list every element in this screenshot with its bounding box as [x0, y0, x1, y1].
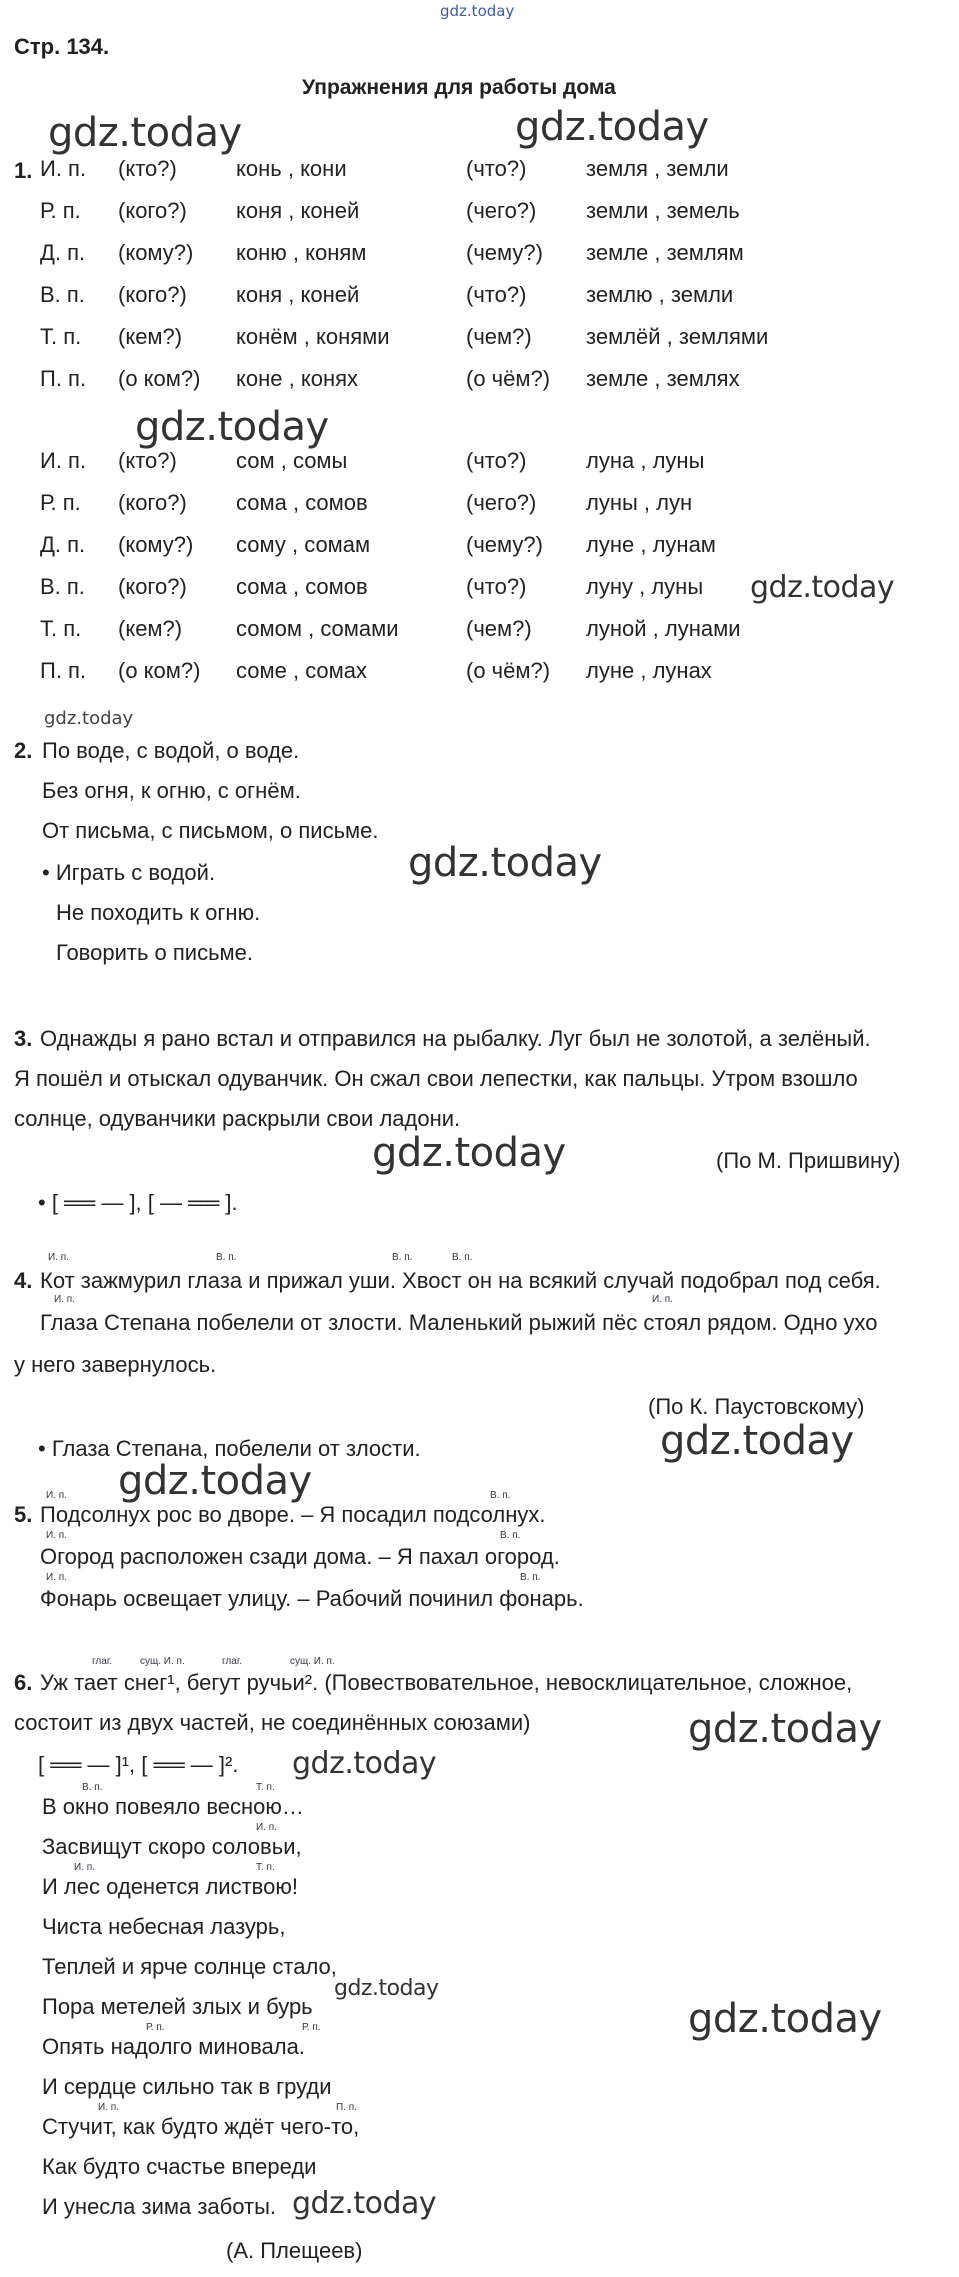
word-form: сом	[236, 448, 275, 473]
case-mark: И. п.	[48, 1252, 69, 1263]
case-mark: П. п.	[336, 2102, 357, 2113]
declension-cell: земли , земель	[586, 198, 740, 223]
word-form: коне	[236, 366, 283, 391]
declension-cell: Р. п.	[40, 198, 81, 223]
declension-cell: конём , конями	[236, 324, 390, 349]
watermark: gdz.today	[118, 1458, 312, 1504]
declension-cell: землю , земли	[586, 282, 734, 307]
declension-cell: сомом , сомами	[236, 616, 399, 641]
word-form: луны	[651, 574, 704, 599]
declension-row	[40, 608, 786, 650]
declension-cell: П. п.	[40, 658, 87, 683]
declension-cell: (кем?)	[118, 324, 183, 349]
case-mark: И. п.	[46, 1490, 67, 1501]
declension-cell: (чему?)	[466, 240, 543, 265]
case-mark: В. п.	[500, 1530, 521, 1541]
declension-cell: Р. п.	[40, 490, 81, 515]
watermark: gdz.today	[48, 110, 242, 156]
watermark: gdz.today	[688, 1706, 882, 1752]
pos-mark: глаг.	[222, 1656, 243, 1667]
declension-cell: землёй , землями	[586, 324, 769, 349]
declension-cell: В. п.	[40, 282, 85, 307]
declension-cell: В. п.	[40, 574, 85, 599]
declension-cell: луны , лун	[586, 490, 693, 515]
ex2-line: Говорить о письме.	[56, 940, 254, 965]
ex6-number: 6.	[14, 1670, 33, 1695]
ex5-line: Подсолнух рос во дворе. – Я посадил подсолнух.	[40, 1502, 546, 1527]
word-form: земли	[666, 156, 729, 181]
word-form: землям	[666, 240, 744, 265]
case-mark: В. п.	[490, 1490, 511, 1501]
declension-row	[40, 190, 786, 232]
word-form: сома	[236, 490, 287, 515]
ex6-line: Уж тает снег¹, бегут ручьи². (Повествовательное, невосклицательное, сложное,	[40, 1670, 853, 1695]
word-form: коней	[300, 282, 360, 307]
pos-mark: глаг.	[92, 1656, 113, 1667]
declension-cell: земля , земли	[586, 156, 729, 181]
ex3-line: солнце, одуванчики раскрыли свои ладони.	[14, 1106, 461, 1131]
declension-cell: сом , сомы	[236, 448, 348, 473]
poem-line: И унесла зима заботы.	[42, 2194, 277, 2219]
declension-row	[40, 148, 786, 190]
declension-cell: (чему?)	[466, 532, 543, 557]
ex4-line: у него завернулось.	[14, 1352, 217, 1377]
declension-cell: (кому?)	[118, 532, 194, 557]
ex1-table-a	[40, 148, 786, 400]
ex5-line: Фонарь освещает улицу. – Рабочий починил фонарь.	[40, 1586, 584, 1611]
word-form: луны	[652, 448, 705, 473]
word-form: земли	[586, 198, 649, 223]
word-form: луны	[586, 490, 638, 515]
watermark: gdz.today	[688, 1996, 882, 2042]
poem-line: В окно повеяло весною…	[42, 1794, 304, 1819]
declension-cell: Д. п.	[40, 532, 86, 557]
case-mark: В. п.	[392, 1252, 413, 1263]
watermark: gdz.today	[334, 1976, 439, 2001]
word-form: сомах	[305, 658, 368, 683]
watermark: gdz.today	[44, 708, 134, 729]
word-form: луной	[586, 616, 647, 641]
ex4-line: Кот зажмурил глаза и прижал уши. Хвост он на всякий случай подобрал под себя.	[40, 1268, 881, 1293]
case-mark: Р. п.	[302, 2022, 321, 2033]
word-form: сома	[236, 574, 287, 599]
declension-cell: (кого?)	[118, 282, 187, 307]
ex3-number: 3.	[14, 1026, 33, 1051]
word-form: землю	[586, 282, 653, 307]
ex6-line: состоит из двух частей, не соединённых союзами)	[14, 1710, 531, 1735]
word-form: лунами	[664, 616, 741, 641]
declension-cell: Т. п.	[40, 616, 82, 641]
ex4-source: (По К. Паустовскому)	[648, 1394, 865, 1419]
declension-cell: луной , лунами	[586, 616, 741, 641]
declension-row	[40, 316, 786, 358]
case-mark: В. п.	[452, 1252, 473, 1263]
declension-row	[40, 566, 786, 608]
poem	[42, 1794, 359, 2234]
declension-cell: (кого?)	[118, 574, 187, 599]
word-form: лун	[656, 490, 693, 515]
ex4-number: 4.	[14, 1268, 33, 1293]
ex1-table-b	[40, 440, 786, 692]
ex2-line: По воде, с водой, о воде.	[42, 738, 300, 763]
declension-row	[40, 232, 786, 274]
word-form: коней	[300, 198, 360, 223]
watermark: gdz.today	[515, 104, 709, 150]
word-form: земле	[586, 240, 649, 265]
declension-cell: (о чём?)	[466, 366, 551, 391]
word-form: коня	[236, 282, 283, 307]
word-form: сомов	[305, 490, 368, 515]
pos-mark: сущ. И. п.	[140, 1656, 185, 1667]
poem-line: Как будто счастье впереди	[42, 2154, 317, 2179]
ex6-scheme: [ ══ — ]¹, [ ══ — ]².	[38, 1752, 239, 1777]
word-form: луну	[586, 574, 633, 599]
word-form: сомов	[305, 574, 368, 599]
declension-cell: (кем?)	[118, 616, 183, 641]
declension-cell: коню , коням	[236, 240, 367, 265]
declension-cell: (чем?)	[466, 324, 532, 349]
ex5-line: Огород расположен сзади дома. – Я пахал огород.	[40, 1544, 560, 1569]
declension-cell: сома , сомов	[236, 574, 368, 599]
case-mark: В. п.	[520, 1572, 541, 1583]
case-mark: И. п.	[54, 1294, 75, 1305]
declension-cell: сома , сомов	[236, 490, 368, 515]
declension-cell: (чего?)	[466, 198, 537, 223]
word-form: кони	[300, 156, 347, 181]
poem-line: Засвищут скоро соловьи,	[42, 1834, 302, 1859]
word-form: сомам	[304, 532, 371, 557]
declension-cell: (что?)	[466, 448, 527, 473]
watermark: gdz.today	[292, 1746, 437, 1781]
declension-row	[40, 524, 786, 566]
ex2-number: 2.	[14, 738, 33, 763]
declension-cell: И. п.	[40, 448, 87, 473]
section-title: Упражнения для работы дома	[302, 76, 616, 99]
word-form: земли	[670, 282, 734, 307]
word-form: землёй	[586, 324, 661, 349]
watermark: gdz.today	[660, 1418, 854, 1464]
declension-cell: (что?)	[466, 156, 527, 181]
declension-cell: луне , лунам	[586, 532, 716, 557]
top-watermark: gdz.today	[440, 2, 515, 20]
watermark: gdz.today	[408, 840, 602, 886]
declension-row	[40, 274, 786, 316]
declension-cell: (чего?)	[466, 490, 537, 515]
ex3-scheme: • [ ══ — ], [ — ══ ].	[38, 1190, 238, 1215]
declension-cell: (чем?)	[466, 616, 532, 641]
declension-cell: коня , коней	[236, 282, 360, 307]
declension-cell: земле , землях	[586, 366, 740, 391]
word-form: землях	[666, 366, 740, 391]
declension-cell: (о ком?)	[118, 366, 201, 391]
declension-cell: (о ком?)	[118, 658, 201, 683]
case-mark: И. п.	[652, 1294, 673, 1305]
poem-line: Теплей и ярче солнце стало,	[42, 1954, 337, 1979]
declension-cell: (кто?)	[118, 448, 177, 473]
declension-cell: соме , сомах	[236, 658, 368, 683]
word-form: конях	[300, 366, 359, 391]
declension-row	[40, 650, 786, 692]
declension-cell: земле , землям	[586, 240, 744, 265]
declension-cell: И. п.	[40, 156, 87, 181]
word-form: коням	[305, 240, 367, 265]
word-form: земель	[666, 198, 740, 223]
case-mark: Т. п.	[256, 1782, 275, 1793]
ex5-number: 5.	[14, 1502, 33, 1527]
case-mark: В. п.	[82, 1782, 103, 1793]
declension-cell: (кому?)	[118, 240, 194, 265]
poem-line: Чиста небесная лазурь,	[42, 1914, 286, 1939]
word-form: лунам	[652, 532, 716, 557]
word-form: сому	[236, 532, 286, 557]
declension-cell: (кого?)	[118, 490, 187, 515]
case-mark: В. п.	[216, 1252, 237, 1263]
declension-row	[40, 440, 786, 482]
declension-cell: луну , луны	[586, 574, 704, 599]
ex1-number: 1.	[14, 158, 33, 183]
declension-row	[40, 482, 786, 524]
case-mark: И. п.	[256, 1822, 277, 1833]
word-form: луне	[586, 532, 635, 557]
declension-cell: Т. п.	[40, 324, 82, 349]
ex3-line: Однажды я рано встал и отправился на рыбалку. Луг был не золотой, а зелёный.	[40, 1026, 871, 1051]
word-form: конём	[236, 324, 298, 349]
word-form: коня	[236, 198, 283, 223]
watermark: gdz.today	[372, 1130, 566, 1176]
word-form: конь	[236, 156, 282, 181]
ex4-bullet: • Глаза Степана, побелели от злости.	[38, 1436, 421, 1461]
declension-cell: луна , луны	[586, 448, 705, 473]
word-form: сомами	[320, 616, 399, 641]
ex3-source: (По М. Пришвину)	[716, 1148, 901, 1173]
word-form: земля	[586, 156, 648, 181]
word-form: луне	[586, 658, 635, 683]
case-mark: И. п.	[46, 1530, 67, 1541]
poem-line: Пора метелей злых и бурь	[42, 1994, 313, 2019]
word-form: земле	[586, 366, 649, 391]
declension-cell: коне , конях	[236, 366, 359, 391]
ex2-bullet: • Играть с водой.	[42, 860, 216, 885]
declension-cell: сому , сомам	[236, 532, 371, 557]
word-form: луна	[586, 448, 635, 473]
case-mark: Т. п.	[256, 1862, 275, 1873]
declension-cell: (что?)	[466, 282, 527, 307]
declension-cell: П. п.	[40, 366, 87, 391]
watermark: gdz.today	[135, 404, 329, 450]
poem-line: Опять надолго миновала.	[42, 2034, 305, 2059]
declension-cell: коня , коней	[236, 198, 360, 223]
ex2-line: Без огня, к огню, с огнём.	[42, 778, 301, 803]
word-form: лунах	[652, 658, 712, 683]
ex2-line: Не походить к огню.	[56, 900, 261, 925]
watermark: gdz.today	[750, 570, 895, 605]
case-mark: И. п.	[98, 2102, 119, 2113]
ex4-line: Глаза Степана побелели от злости. Маленький рыжий пёс стоял рядом. Одно ухо	[40, 1310, 878, 1335]
declension-row	[40, 358, 786, 400]
word-form: соме	[236, 658, 287, 683]
case-mark: И. п.	[74, 1862, 95, 1873]
pos-mark: сущ. И. п.	[290, 1656, 335, 1667]
case-mark: И. п.	[46, 1572, 67, 1583]
ex6-source: (А. Плещеев)	[226, 2238, 363, 2263]
word-form: землями	[678, 324, 769, 349]
ex3-line: Я пошёл и отыскал одуванчик. Он сжал свои лепестки, как пальцы. Утром взошло	[14, 1066, 858, 1091]
poem-line: И лес оденется листвою!	[42, 1874, 298, 1899]
declension-cell: (кого?)	[118, 198, 187, 223]
declension-cell: (что?)	[466, 574, 527, 599]
poem-line: Стучит, как будто ждёт чего-то,	[42, 2114, 360, 2139]
word-form: сомы	[292, 448, 348, 473]
declension-cell: конь , кони	[236, 156, 347, 181]
poem-line: И сердце сильно так в груди	[42, 2074, 332, 2099]
declension-cell: (кто?)	[118, 156, 177, 181]
word-form: сомом	[236, 616, 302, 641]
ex2-line: От письма, с письмом, о письме.	[42, 818, 379, 843]
case-mark: Р. п.	[146, 2022, 165, 2033]
watermark: gdz.today	[292, 2186, 437, 2221]
declension-cell: Д. п.	[40, 240, 86, 265]
declension-cell: (о чём?)	[466, 658, 551, 683]
word-form: конями	[315, 324, 390, 349]
page-label: Стр. 134.	[14, 34, 110, 59]
declension-cell: луне , лунах	[586, 658, 712, 683]
word-form: коню	[236, 240, 287, 265]
